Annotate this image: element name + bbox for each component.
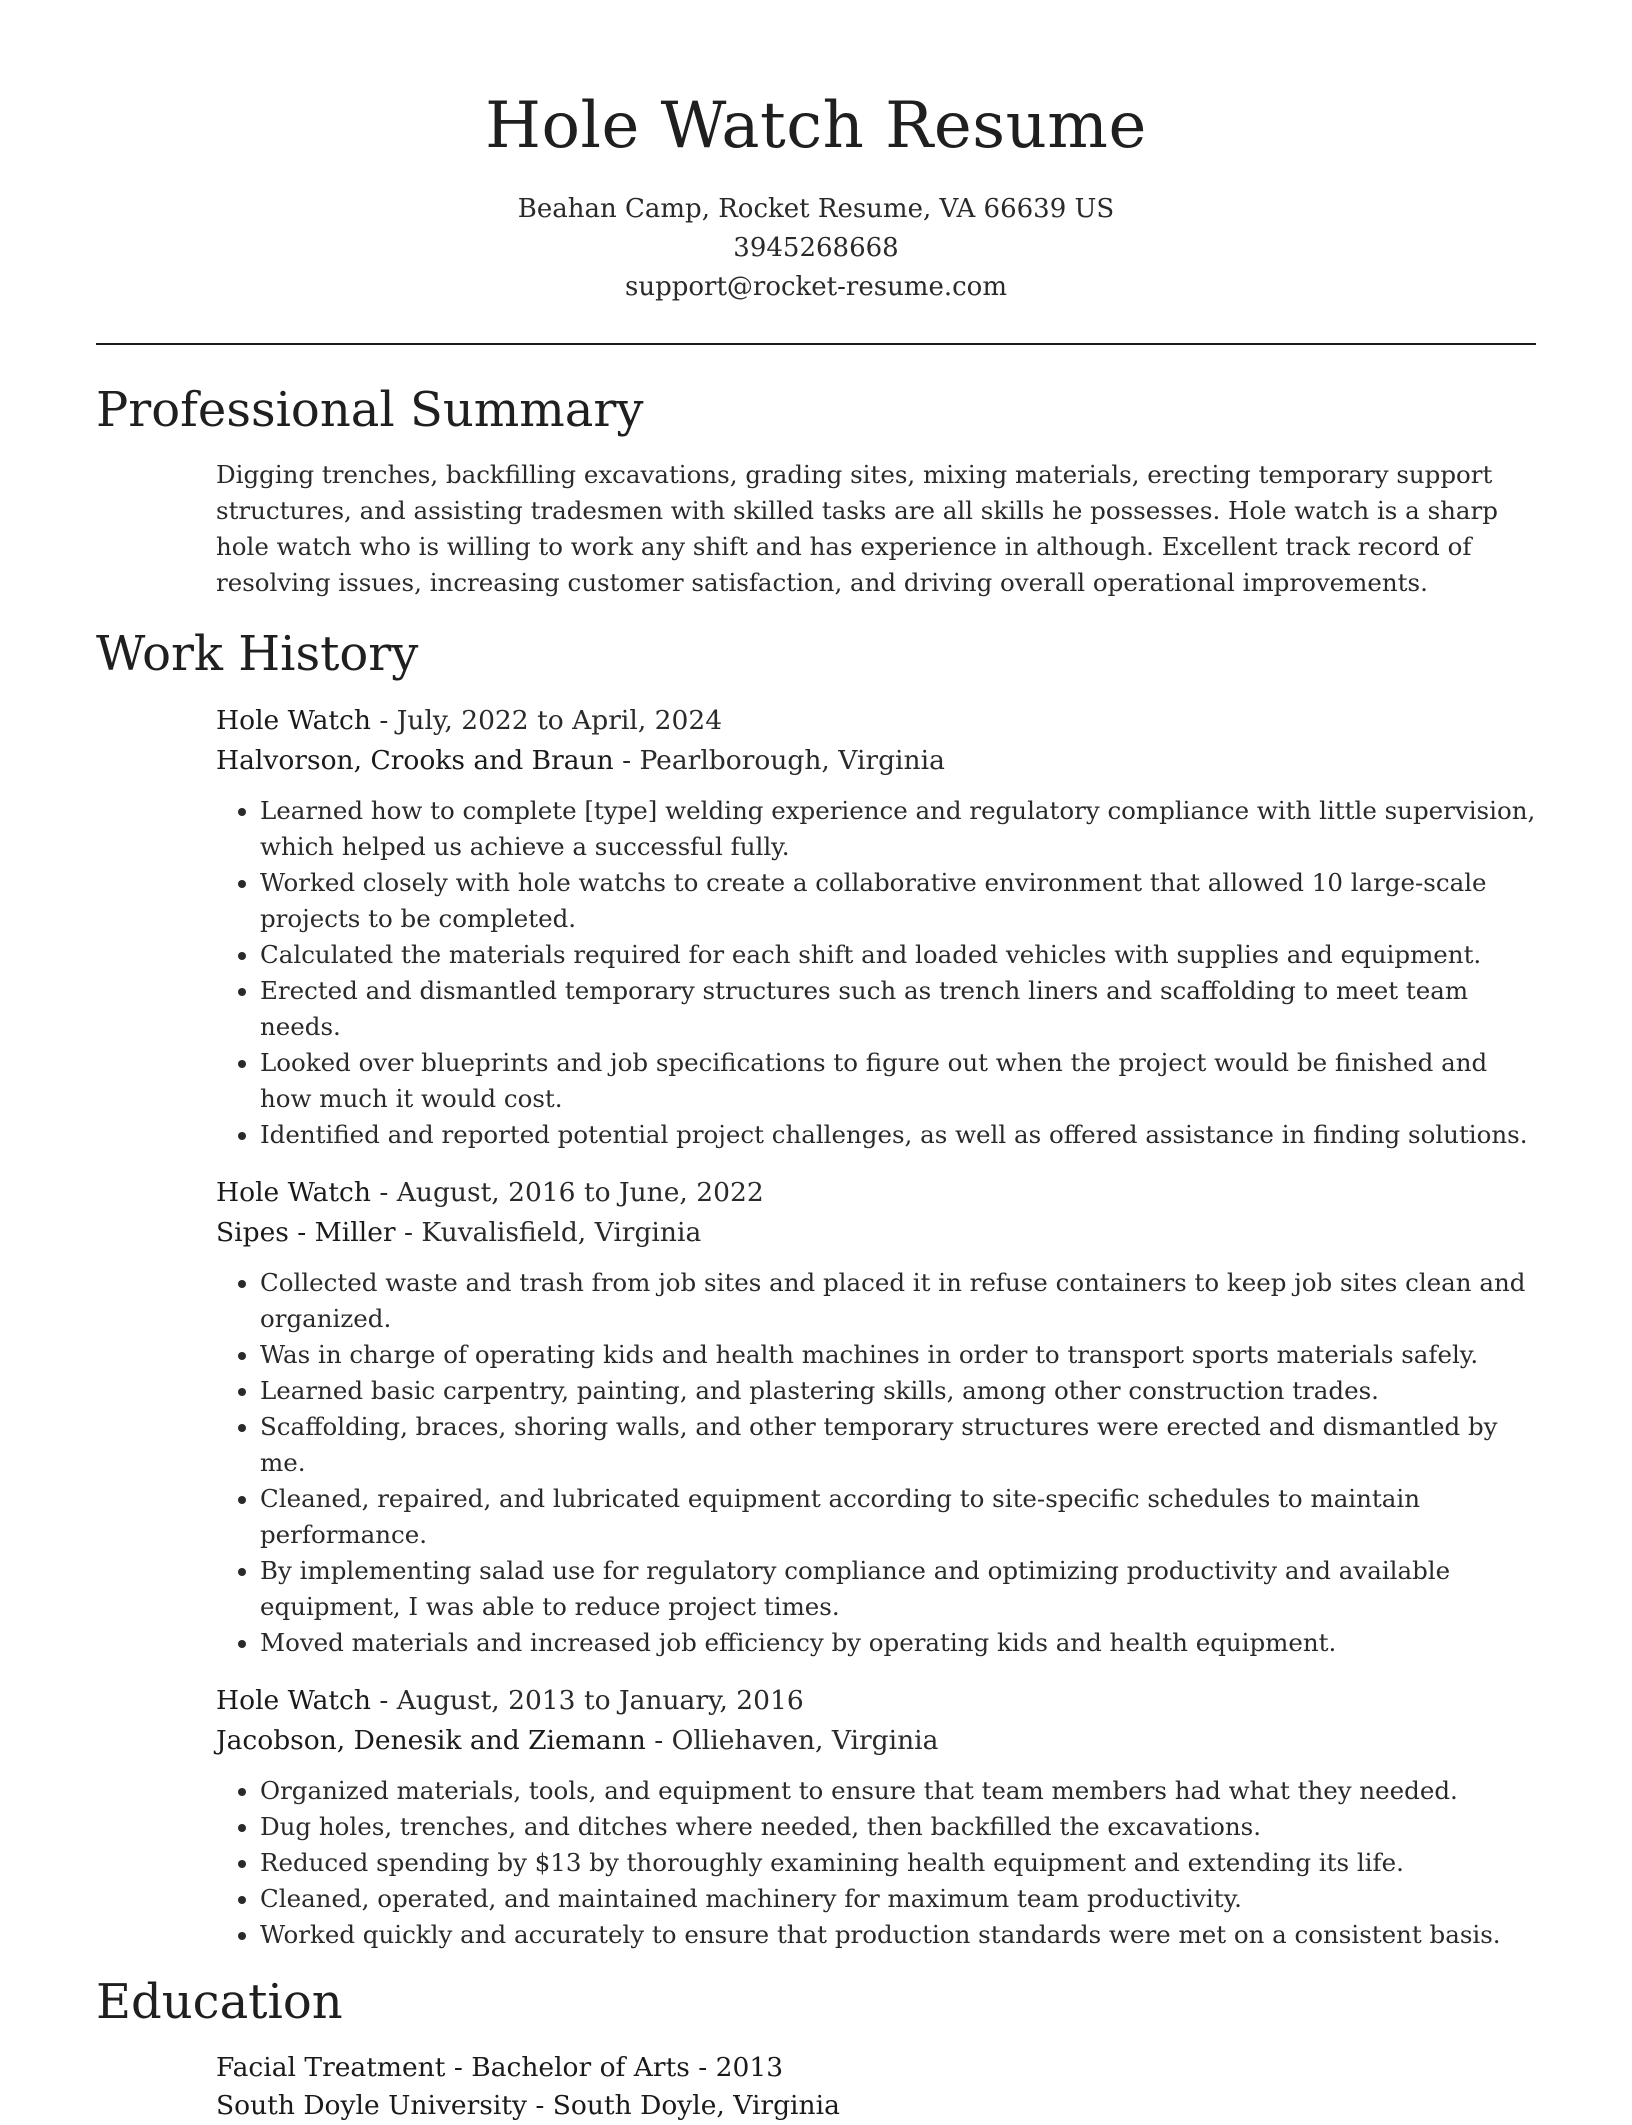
education-degree-line: Facial Treatment - Bachelor of Arts - 2013 xyxy=(216,2052,784,2083)
education-school-line: South Doyle University - South Doyle, Virginia xyxy=(216,2090,840,2121)
work-history-heading: Work History xyxy=(96,626,419,682)
job-entry xyxy=(216,701,1536,1153)
job-bullet: • Organized materials, tools, and equipment to ensure that team members had what they needed. xyxy=(260,1773,1536,1809)
resume-title: Hole Watch Resume xyxy=(485,89,1147,163)
job-bullet: • Worked quickly and accurately to ensure that production standards were met on a consistent basis. xyxy=(260,1917,1536,1953)
job-bullet: • Identified and reported potential project challenges, as well as offered assistance in finding solutions. xyxy=(260,1117,1536,1153)
contact-email: support@rocket-resume.com xyxy=(624,272,1007,302)
job-bullet: • Reduced spending by $13 by thoroughly examining health equipment and extending its life. xyxy=(260,1845,1536,1881)
education-school: South Doyle University xyxy=(216,2090,527,2121)
header-divider xyxy=(96,343,1536,345)
job-bullet: • Learned how to complete [type] welding experience and regulatory compliance with little supervision, which helped us achieve a successful fully. xyxy=(260,793,1536,865)
job-title: Hole Watch xyxy=(216,705,371,736)
job-bullet: • Moved materials and increased job efficiency by operating kids and health equipment. xyxy=(260,1625,1536,1661)
job-bullet: • By implementing salad use for regulatory compliance and optimizing productivity and available equipment, I was able to reduce project times. xyxy=(260,1553,1536,1625)
job-title: Hole Watch xyxy=(216,1177,371,1208)
job-employer: Jacobson, Denesik and Ziemann xyxy=(216,1725,646,1756)
job-title-line: Hole Watch - August, 2016 to June, 2022 xyxy=(216,1177,764,1208)
job-bullet: • Cleaned, repaired, and lubricated equipment according to site-specific schedules to maintain performance. xyxy=(260,1481,1536,1553)
job-employer-line: Halvorson, Crooks and Braun - Pearlborough, Virginia xyxy=(216,745,945,776)
job-employer-line: Jacobson, Denesik and Ziemann - Olliehaven, Virginia xyxy=(216,1725,939,1756)
job-entry xyxy=(216,1173,1536,1661)
education-location: South Doyle, Virginia xyxy=(552,2090,840,2121)
job-employer: Sipes - Miller xyxy=(216,1217,396,1248)
job-bullets xyxy=(216,1265,1536,1661)
job-bullet: • Looked over blueprints and job specifications to figure out when the project would be finished and how much it would cost. xyxy=(260,1045,1536,1117)
job-bullet: • Was in charge of operating kids and health machines in order to transport sports materials safely. xyxy=(260,1337,1536,1373)
job-bullets xyxy=(216,793,1536,1153)
job-location: Pearlborough, Virginia xyxy=(639,745,945,776)
job-bullet: • Worked closely with hole watchs to create a collaborative environment that allowed 10 large-scale projects to be completed. xyxy=(260,865,1536,937)
job-dates: July, 2022 to April, 2024 xyxy=(396,705,723,736)
work-history-section xyxy=(96,625,1536,1953)
job-employer: Halvorson, Crooks and Braun xyxy=(216,745,614,776)
contact-address: Beahan Camp, Rocket Resume, VA 66639 US xyxy=(517,194,1115,224)
education-year: 2013 xyxy=(715,2052,784,2083)
job-title: Hole Watch xyxy=(216,1685,371,1716)
education-field: Facial Treatment xyxy=(216,2052,446,2083)
summary-body xyxy=(216,457,1536,601)
job-location: Kuvalisfield, Virginia xyxy=(421,1217,702,1248)
work-history-body xyxy=(216,701,1536,1953)
education-body xyxy=(216,2049,1536,2125)
job-bullets xyxy=(216,1773,1536,1953)
job-dates: August, 2013 to January, 2016 xyxy=(396,1685,804,1716)
job-employer-line: Sipes - Miller - Kuvalisfield, Virginia xyxy=(216,1217,702,1248)
job-title-line: Hole Watch - July, 2022 to April, 2024 xyxy=(216,705,723,736)
contact-phone: 3945268668 xyxy=(733,233,899,263)
job-bullet: • Erected and dismantled temporary structures such as trench liners and scaffolding to meet team needs. xyxy=(260,973,1536,1045)
job-bullet: • Dug holes, trenches, and ditches where needed, then backfilled the excavations. xyxy=(260,1809,1536,1845)
job-bullet: • Cleaned, operated, and maintained machinery for maximum team productivity. xyxy=(260,1881,1536,1917)
job-dates: August, 2016 to June, 2022 xyxy=(396,1177,764,1208)
summary-heading: Professional Summary xyxy=(96,382,644,438)
job-bullet: • Calculated the materials required for each shift and loaded vehicles with supplies and equipment. xyxy=(260,937,1536,973)
resume-header xyxy=(96,84,1536,307)
job-bullet: • Scaffolding, braces, shoring walls, and other temporary structures were erected and dismantled by me. xyxy=(260,1409,1536,1481)
summary-section xyxy=(96,381,1536,601)
education-heading: Education xyxy=(96,1974,343,2030)
job-bullet: • Learned basic carpentry, painting, and plastering skills, among other construction trades. xyxy=(260,1373,1536,1409)
summary-text: Digging trenches, backfilling excavations, grading sites, mixing materials, erecting temporary support structures, and assisting tradesmen with skilled tasks are all skills he possesses. Hole watch is a sharp hole watch who is willing to work any shift and has experience in although. Excellent track record of resolving issues, increasing customer satisfaction, and driving overall operational improvements. xyxy=(216,460,1498,597)
job-location: Olliehaven, Virginia xyxy=(671,1725,939,1756)
education-degree: Bachelor of Arts xyxy=(471,2052,690,2083)
job-title-line: Hole Watch - August, 2013 to January, 2016 xyxy=(216,1685,804,1716)
education-section xyxy=(96,1973,1536,2125)
job-bullet: • Collected waste and trash from job sites and placed it in refuse containers to keep job sites clean and organized. xyxy=(260,1265,1536,1337)
job-entry xyxy=(216,1681,1536,1953)
